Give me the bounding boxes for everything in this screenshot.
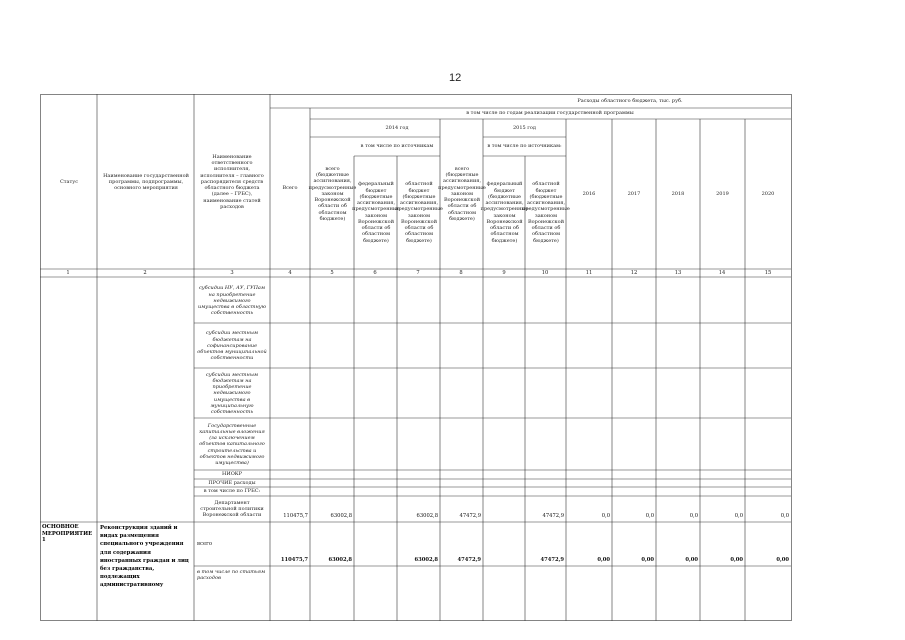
- value-2020: 0,00: [776, 557, 789, 563]
- header-status: Статус: [59, 178, 79, 185]
- row-label-subsidies-municipal: субсидии местным бюджетам на приобретение недвижимого имущества в муниципальную собственность: [205, 371, 259, 416]
- col-number: 15: [764, 270, 772, 276]
- col-number: 14: [718, 270, 726, 276]
- col-number: 7: [416, 270, 420, 276]
- header-program-name: Наименование государственной программы, подпрограммы, основного мероприятия: [103, 172, 189, 192]
- row-label-niokr: НИОКР: [221, 471, 243, 478]
- value-total: 110475,7: [283, 513, 308, 519]
- col-number: 4: [288, 270, 292, 276]
- value-2014-total: 63002,8: [330, 513, 352, 519]
- header-2017: 2017: [627, 190, 641, 197]
- header-year-2014: 2014 год: [385, 124, 409, 131]
- header-sources-2014: в том числе по источникам: [360, 143, 434, 150]
- col-number: 10: [541, 270, 549, 276]
- header-2020: 2020: [761, 190, 775, 197]
- col-number: 8: [459, 270, 463, 276]
- header-col6: федеральный бюджет (бюджетные ассигнования, предусмотренные законом Воронежской области об областном бюджете): [352, 181, 400, 244]
- value-2018: 0,00: [685, 557, 698, 563]
- header-col8: всего (бюджетные ассигнования, предусмотренные законом Воронежской области об областном бюджете): [438, 165, 486, 222]
- value-2020: 0,0: [780, 513, 789, 519]
- value-2019: 0,00: [730, 557, 743, 563]
- header-col7: областной бюджет (бюджетные ассигнования, предусмотренные законом Воронежской области об областном бюджете): [395, 181, 443, 244]
- row-label-by-articles: в том числе по статьям расходов: [197, 569, 266, 582]
- value-2016: 0,00: [597, 557, 610, 563]
- col-number: 11: [585, 270, 593, 276]
- col-number: 9: [502, 270, 506, 276]
- value-2014-regional: 63002,8: [416, 513, 438, 519]
- value-2019: 0,0: [734, 513, 743, 519]
- row-label-total: всего: [197, 540, 213, 547]
- header-indicator-name: Наименование ответственного исполнителя, исполнителя – главного распорядителя средств областного бюджета (далее – ГРБС), наименование статей расходов: [200, 153, 264, 210]
- header-by-years: в том числе по годам реализации государственной программы: [466, 110, 634, 117]
- value-2015-regional: 47472,9: [542, 513, 564, 519]
- main-measure-name: Реконструкция зданий и видах размещения специального учреждения для содержания иностранных граждан и лиц без гражданства, подлежащих административному: [100, 525, 189, 589]
- col-number: 3: [230, 270, 234, 276]
- value-total: 110475,7: [280, 557, 308, 563]
- page-number: 12: [449, 72, 462, 84]
- row-label-subsidies-property: субсидии НУ, АУ, ГУПам на приобретение недвижимого имущества в областную собственность: [197, 285, 267, 317]
- value-2015-total: 47472,9: [459, 513, 481, 519]
- col-number: 6: [373, 270, 377, 276]
- header-sources-2015: в том числе по источникам:: [487, 143, 562, 150]
- header-col10: областной бюджет (бюджетные ассигнования, предусмотренные законом Воронежской области об областном бюджете): [522, 181, 570, 244]
- value-2015-regional: 47472,9: [540, 557, 564, 563]
- value-2015-total: 47472,9: [457, 557, 481, 563]
- value-2017: 0,00: [641, 557, 654, 563]
- col-number: 12: [630, 270, 638, 276]
- value-2014-total: 63002,8: [328, 557, 352, 563]
- col-number: 13: [674, 270, 682, 276]
- header-expenses-title: Расходы областного бюджета, тыс. руб.: [577, 97, 683, 104]
- row-label-subsidies-cofinancing: субсидии местным бюджетам на софинансирование объектов муниципальной собственности: [197, 330, 267, 362]
- row-label-department: Департамент строительной политики Воронежской области: [200, 499, 264, 519]
- main-measure-status: ОСНОВНОЕ МЕРОПРИЯТИЕ 1: [42, 524, 93, 544]
- value-2018: 0,0: [689, 513, 698, 519]
- header-2019: 2019: [716, 190, 729, 197]
- row-label-by-grbs: в том числе по ГРБС:: [203, 488, 261, 495]
- header-year-2015: 2015 год: [512, 124, 537, 131]
- header-col9: федеральный бюджет (бюджетные ассигнования, предусмотренные законом Воронежской области об областном бюджете): [480, 181, 529, 244]
- col-number: 5: [330, 270, 334, 276]
- row-label-capital-investments: Государственные капитальные вложения (за исключением объектов капитального строительства и объектов недвижимого имущества): [199, 422, 265, 467]
- value-2016: 0,0: [601, 513, 610, 519]
- header-2016: 2016: [582, 190, 596, 197]
- header-col5: всего (бюджетные ассигнования, предусмотренные законом Воронежской области об областном бюджете): [308, 165, 357, 222]
- header-2018: 2018: [671, 190, 685, 197]
- value-2014-regional: 63002,8: [414, 557, 438, 563]
- value-2017: 0,0: [645, 513, 654, 519]
- col-number: 1: [66, 270, 70, 276]
- col-number: 2: [143, 270, 147, 276]
- row-label-other: ПРОЧИЕ расходы: [208, 479, 256, 486]
- header-total: Всего: [282, 185, 298, 192]
